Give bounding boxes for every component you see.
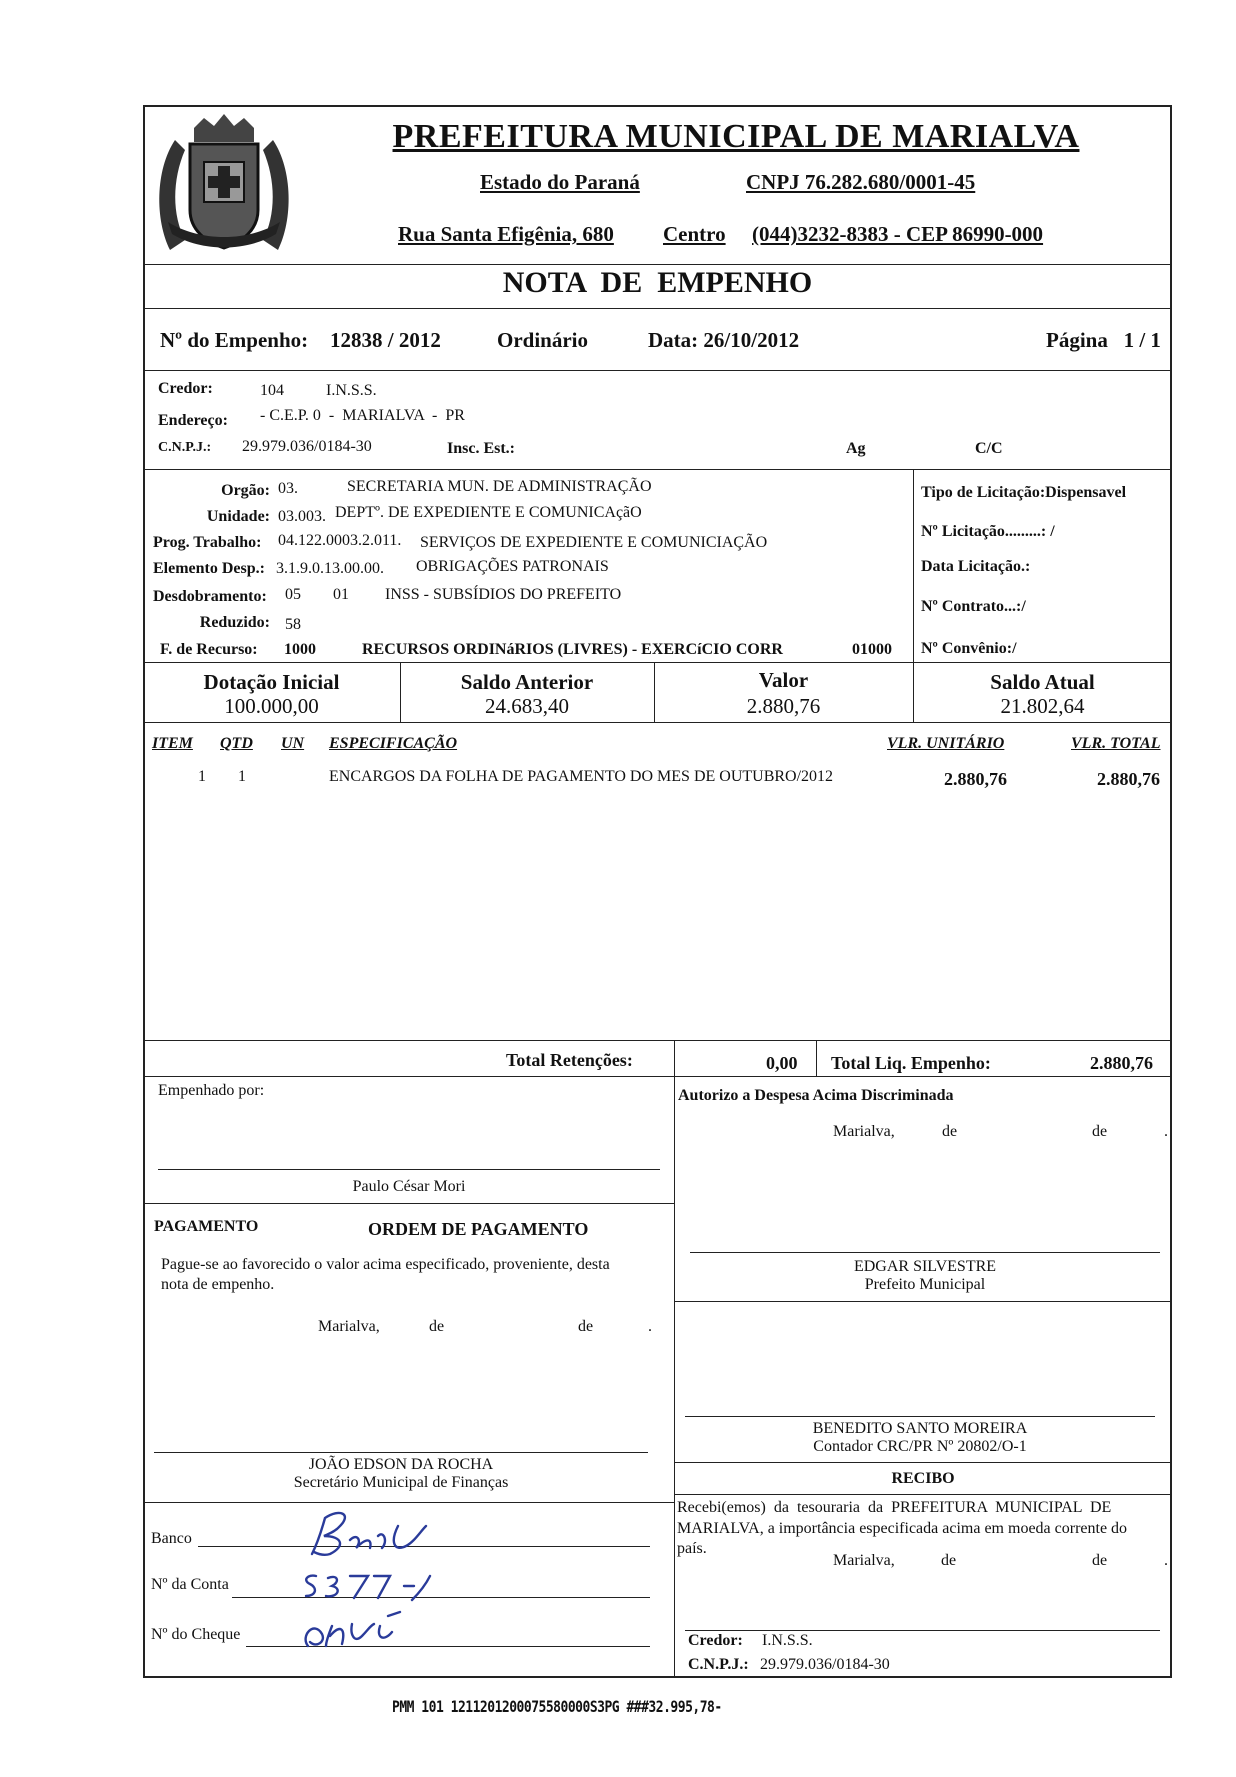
licitacao-contrato: Nº Contrato...:/ bbox=[921, 598, 1026, 615]
row-unit-value: 2.880,76 bbox=[944, 769, 1007, 789]
recurso-code: 1000 bbox=[284, 641, 316, 658]
col-item: ITEM bbox=[152, 735, 193, 752]
prefeito-role: Prefeito Municipal bbox=[864, 1276, 986, 1293]
document-type-title: NOTA DE EMPENHO bbox=[502, 266, 813, 299]
dotacao-label: Dotação Inicial bbox=[203, 670, 340, 694]
recibo-text-3: país. bbox=[677, 1540, 707, 1557]
credor-address: - C.E.P. 0 - MARIALVA - PR bbox=[260, 407, 465, 424]
reduzido-label: Reduzido: bbox=[199, 614, 270, 631]
insc-est-label: Insc. Est.: bbox=[447, 440, 516, 457]
valor-value: 2.880,76 bbox=[746, 694, 821, 718]
desdobramento-label: Desdobramento: bbox=[153, 588, 267, 605]
licitacao-numero: Nº Licitação.........: / bbox=[921, 523, 1055, 540]
pagamento-label: PAGAMENTO bbox=[154, 1218, 259, 1235]
prog-trabalho-label: Prog. Trabalho: bbox=[153, 534, 262, 551]
orgao-desc: SECRETARIA MUN. DE ADMINISTRAÇÃO bbox=[347, 478, 652, 495]
cc-label: C/C bbox=[975, 440, 1003, 457]
prog-trabalho-desc: SERVIÇOS DE EXPEDIENTE E COMUNICIAÇÃO bbox=[420, 534, 768, 551]
col-especificacao: ESPECIFICAÇÃO bbox=[329, 735, 458, 752]
pagamento-de2: de bbox=[578, 1318, 594, 1335]
banco-label: Banco bbox=[151, 1530, 192, 1547]
recibo-title: RECIBO bbox=[891, 1470, 955, 1487]
recibo-de2: de bbox=[1092, 1552, 1108, 1569]
recibo-de1: de bbox=[941, 1552, 957, 1569]
row-total-value: 2.880,76 bbox=[1097, 769, 1160, 789]
total-liq-value: 2.880,76 bbox=[1090, 1053, 1153, 1073]
ag-label: Ag bbox=[846, 440, 866, 457]
recibo-text-2: MARIALVA, a importância especificada acima em moeda corrente do bbox=[677, 1520, 1128, 1537]
dotacao-value: 100.000,00 bbox=[224, 694, 319, 718]
page-number: Página 1 / 1 bbox=[1046, 328, 1161, 352]
prog-trabalho-code: 04.122.0003.2.011. bbox=[278, 532, 402, 549]
total-liq-label: Total Liq. Empenho: bbox=[831, 1053, 991, 1073]
row-desc: ENCARGOS DA FOLHA DE PAGAMENTO DO MES DE OUTUBRO/2012 bbox=[329, 768, 834, 785]
page-title: PREFEITURA MUNICIPAL DE MARIALVA bbox=[392, 118, 1080, 155]
recibo-dot: . bbox=[1164, 1552, 1168, 1569]
autorizo-dot: . bbox=[1164, 1123, 1168, 1140]
header-state: Estado do Paraná bbox=[480, 170, 640, 194]
contador-name: BENEDITO SANTO MOREIRA bbox=[812, 1420, 1028, 1437]
credor-code: 104 bbox=[260, 382, 284, 399]
recurso-label: F. de Recurso: bbox=[160, 641, 258, 658]
autorizo-place: Marialva, bbox=[833, 1123, 895, 1140]
header-street: Rua Santa Efigênia, 680 bbox=[398, 222, 614, 246]
unidade-label: Unidade: bbox=[206, 508, 270, 525]
reduzido-value: 58 bbox=[285, 616, 301, 633]
row-item: 1 bbox=[198, 768, 206, 785]
elemento-desc: OBRIGAÇÕES PATRONAIS bbox=[416, 558, 609, 575]
unidade-desc: DEPTº. DE EXPEDIENTE E COMUNICAçãO bbox=[335, 504, 642, 521]
empenhado-name: Paulo César Mori bbox=[352, 1178, 466, 1195]
cnpj-label: C.N.P.J.: bbox=[158, 440, 212, 455]
recibo-credor-label: Credor: bbox=[688, 1632, 743, 1649]
licitacao-convenio: Nº Convênio:/ bbox=[921, 640, 1017, 657]
credor-cnpj: 29.979.036/0184-30 bbox=[242, 438, 372, 455]
autorizo-de2: de bbox=[1092, 1123, 1108, 1140]
saldo-anterior-label: Saldo Anterior bbox=[460, 670, 594, 694]
recibo-cnpj: 29.979.036/0184-30 bbox=[760, 1656, 890, 1673]
recibo-cnpj-label: C.N.P.J.: bbox=[688, 1656, 749, 1673]
licitacao-tipo: Tipo de Licitação:Dispensavel bbox=[921, 484, 1127, 501]
retencoes-value: 0,00 bbox=[766, 1053, 798, 1073]
ordem-pagamento-title: ORDEM DE PAGAMENTO bbox=[368, 1219, 589, 1239]
conta-label: Nº da Conta bbox=[151, 1576, 229, 1593]
recibo-credor: I.N.S.S. bbox=[762, 1632, 813, 1649]
desdobramento-code2: 01 bbox=[333, 586, 349, 603]
pagamento-place: Marialva, bbox=[318, 1318, 380, 1335]
address-label: Endereço: bbox=[158, 412, 228, 429]
empenho-number-label: Nº do Empenho: bbox=[160, 328, 309, 352]
recurso-desc: RECURSOS ORDINáRIOS (LIVRES) - EXERCíCIO CORR bbox=[362, 641, 783, 658]
coat-of-arms-icon bbox=[150, 110, 298, 260]
orgao-label: Orgão: bbox=[221, 482, 270, 499]
pagamento-text-2: nota de empenho. bbox=[161, 1276, 275, 1293]
secretario-name: JOÃO EDSON DA ROCHA bbox=[308, 1456, 494, 1473]
desdobramento-code1: 05 bbox=[285, 586, 301, 603]
prefeito-name: EDGAR SILVESTRE bbox=[853, 1258, 997, 1275]
empenhado-label: Empenhado por: bbox=[158, 1082, 265, 1099]
saldo-atual-label: Saldo Atual bbox=[990, 670, 1095, 694]
col-vlr-total: VLR. TOTAL bbox=[1071, 735, 1161, 752]
scan-code: PMM 101 1211201200075580000S3PG ###32.995,78- bbox=[392, 1698, 722, 1717]
col-qtd: QTD bbox=[220, 735, 253, 752]
autorizo-de1: de bbox=[942, 1123, 958, 1140]
orgao-code: 03. bbox=[278, 480, 298, 497]
header-phone-cep: (044)3232-8383 - CEP 86990-000 bbox=[752, 222, 1044, 246]
header-district: Centro bbox=[663, 222, 726, 246]
handwritten-bank-info-icon bbox=[280, 1496, 470, 1656]
header-cnpj: CNPJ 76.282.680/0001-45 bbox=[746, 170, 976, 194]
elemento-code: 3.1.9.0.13.00.00. bbox=[276, 560, 384, 577]
autorizo-label: Autorizo a Despesa Acima Discriminada bbox=[678, 1087, 954, 1104]
unidade-code: 03.003. bbox=[278, 508, 326, 525]
recibo-place: Marialva, bbox=[833, 1552, 895, 1569]
pagamento-text-1: Pague-se ao favorecido o valor acima especificado, proveniente, desta bbox=[161, 1256, 610, 1273]
pagamento-de1: de bbox=[429, 1318, 445, 1335]
valor-label: Valor bbox=[758, 668, 809, 692]
row-qtd: 1 bbox=[238, 768, 246, 785]
licitacao-data: Data Licitação.: bbox=[921, 558, 1031, 575]
secretario-role: Secretário Municipal de Finanças bbox=[293, 1474, 509, 1491]
credor-name: I.N.S.S. bbox=[326, 382, 377, 399]
col-un: UN bbox=[281, 735, 305, 752]
empenho-type: Ordinário bbox=[497, 328, 589, 352]
saldo-atual-value: 21.802,64 bbox=[1000, 694, 1085, 718]
desdobramento-desc: INSS - SUBSÍDIOS DO PREFEITO bbox=[385, 586, 622, 603]
contador-role: Contador CRC/PR Nº 20802/O-1 bbox=[813, 1438, 1027, 1455]
pagamento-dot: . bbox=[648, 1318, 652, 1335]
recibo-text-1: Recebi(emos) da tesouraria da PREFEITURA MUNICIPAL DE bbox=[677, 1499, 1112, 1516]
empenho-date: Data: 26/10/2012 bbox=[648, 328, 800, 352]
elemento-label: Elemento Desp.: bbox=[153, 560, 265, 577]
retencoes-label: Total Retenções: bbox=[506, 1050, 633, 1070]
credor-label: Credor: bbox=[158, 380, 213, 397]
recurso-code2: 01000 bbox=[852, 641, 892, 658]
cheque-label: Nº do Cheque bbox=[151, 1626, 241, 1643]
saldo-anterior-value: 24.683,40 bbox=[485, 694, 569, 718]
empenho-number: 12838 / 2012 bbox=[330, 328, 441, 352]
col-vlr-unitario: VLR. UNITÁRIO bbox=[887, 735, 1005, 752]
